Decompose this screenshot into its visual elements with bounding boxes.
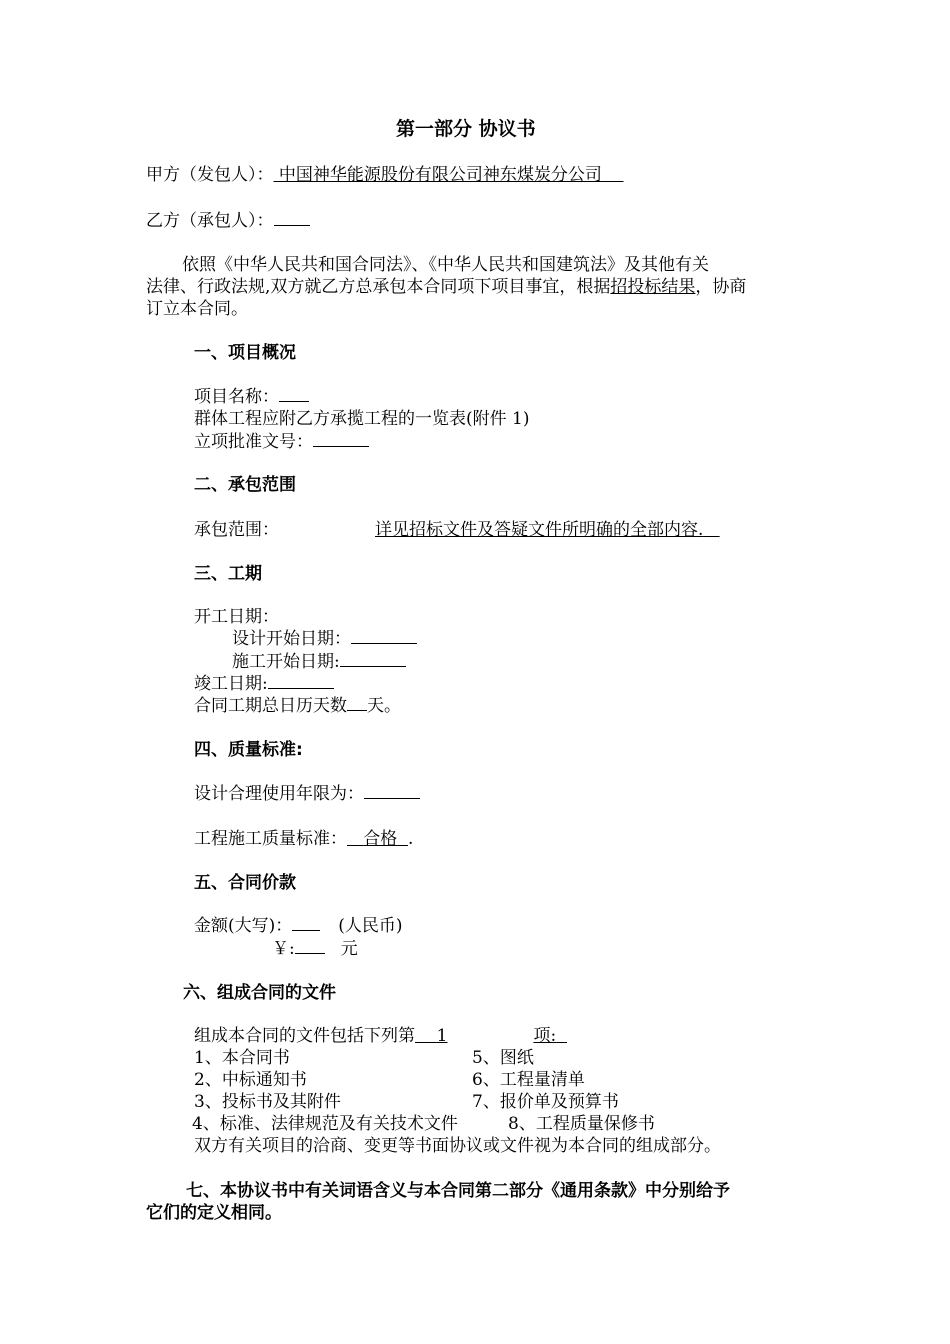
project-name-blank	[279, 387, 309, 402]
section-7-line-1: 七、本协议书中有关词语含义与本合同第二部分《通用条款》中分别给予	[186, 1181, 730, 1201]
party-a-value: 中国神华能源股份有限公司神东煤炭分公司	[278, 165, 602, 185]
section-2-heading: 二、承包范围	[194, 475, 296, 495]
scope-line: 承包范围： 详见招标文件及答疑文件所明确的全部内容.	[194, 519, 720, 541]
intro-line-2: 法律、行政法规,双方就乙方总承包本合同项下项目事宜，根据招投标结果，协商	[146, 277, 747, 297]
total-days-blank	[347, 696, 367, 711]
section-6-heading: 六、组成合同的文件	[183, 983, 336, 1003]
section-1-heading: 一、项目概况	[194, 343, 296, 363]
approval-blank	[313, 432, 369, 447]
design-start-date: 设计开始日期：	[232, 628, 417, 650]
section-5-heading: 五、合同价款	[194, 873, 296, 893]
construction-start-blank	[340, 652, 406, 667]
construction-start-date: 施工开始日期:	[232, 651, 406, 673]
intro-line-3: 订立本合同。	[146, 299, 248, 319]
page-title: 第一部分 协议书	[396, 118, 536, 140]
design-life-blank	[364, 784, 420, 799]
document-item: 6、工程量清单	[472, 1070, 585, 1090]
project-name: 项目名称：	[194, 386, 309, 408]
documents-note: 双方有关项目的洽商、变更等书面协议或文件视为本合同的组成部分。	[194, 1136, 721, 1156]
intro-line-1: 依照《中华人民共和国合同法》、《中华人民共和国建筑法》及其他有关	[182, 255, 709, 275]
bid-result-link: 招投标结果	[610, 277, 696, 297]
amount-figures-blank	[295, 939, 325, 954]
completion-blank	[268, 674, 334, 689]
total-days: 合同工期总日历天数 天。	[194, 696, 401, 716]
quality-standard: 工程施工质量标准： 合格 .	[194, 829, 414, 849]
party-b-label: 乙方（承包人）：	[146, 211, 274, 231]
completion-date: 竣工日期:	[194, 673, 334, 695]
design-start-blank	[351, 629, 417, 644]
amount-words: 金额(大写)： (人民币)	[194, 916, 403, 936]
documents-intro: 组成本合同的文件包括下列第 1 项:	[194, 1025, 567, 1047]
document-item: 2、中标通知书	[194, 1070, 307, 1090]
currency-note: (人民币)	[338, 916, 403, 936]
party-b-blank	[274, 211, 310, 226]
quality-value: 合格	[363, 829, 398, 849]
document-item: 3、投标书及其附件	[194, 1092, 341, 1112]
party-b-line	[146, 210, 310, 232]
section-3-heading: 三、工期	[194, 564, 262, 584]
document-item: 4、标准、法律规范及有关技术文件	[192, 1114, 458, 1134]
scope-value: 详见招标文件及答疑文件所明确的全部内容.	[375, 520, 704, 540]
document-item: 5、图纸	[472, 1048, 534, 1068]
amount-figures: ￥: 元	[272, 939, 358, 959]
design-life: 设计合理使用年限为：	[194, 783, 420, 805]
document-item: 8、工程质量保修书	[508, 1114, 655, 1134]
party-a-label: 甲方（发包人）：	[146, 165, 274, 185]
section-4-heading: 四、质量标准:	[194, 740, 303, 760]
documents-count: 1 项:	[436, 1026, 557, 1046]
approval-number: 立项批准文号：	[194, 431, 369, 453]
section-7-line-2: 它们的定义相同。	[146, 1203, 282, 1223]
group-project-note: 群体工程应附乙方承揽工程的一览表(附件 1)	[194, 409, 530, 429]
party-a-line	[146, 164, 624, 186]
start-date: 开工日期：	[194, 607, 279, 627]
document-item: 7、报价单及预算书	[472, 1092, 619, 1112]
amount-words-blank	[292, 916, 320, 931]
document-item: 1、本合同书	[194, 1048, 290, 1068]
